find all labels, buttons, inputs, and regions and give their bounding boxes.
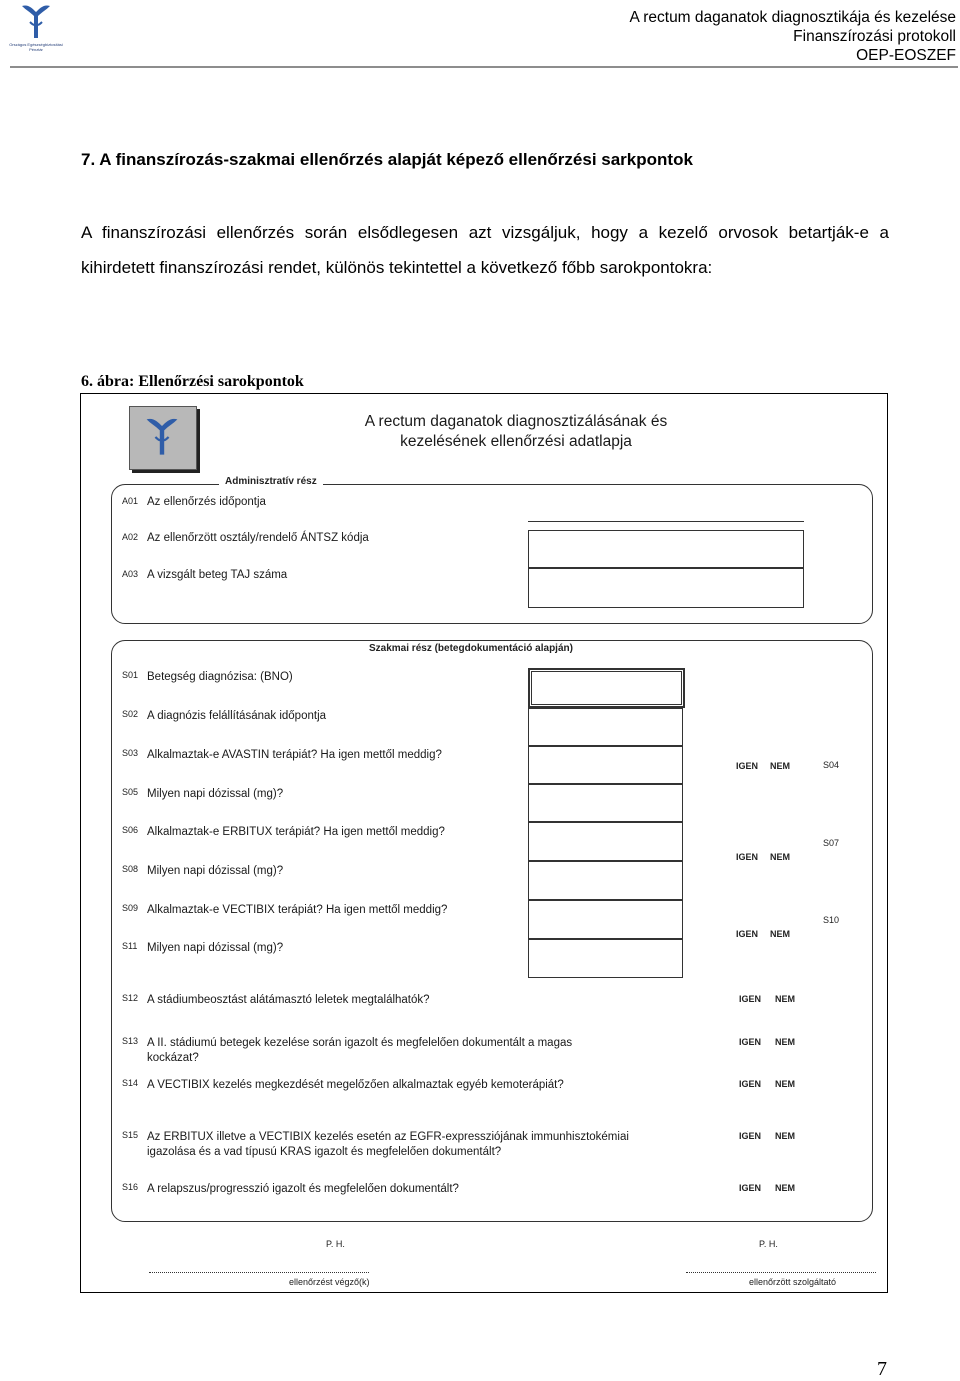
nem-option[interactable]: NEM bbox=[775, 1183, 795, 1193]
header-rule bbox=[10, 66, 958, 68]
header-line-1: A rectum daganatok diagnosztikája és kezelése bbox=[629, 9, 956, 26]
row-text: Milyen napi dózissal (mg)? bbox=[147, 788, 284, 800]
vectibix-period-field[interactable] bbox=[528, 900, 683, 939]
row-text: A diagnózis felállításának időpontja bbox=[147, 710, 327, 722]
antsz-code-field[interactable] bbox=[528, 530, 804, 568]
side-code: S07 bbox=[823, 838, 840, 848]
date-line bbox=[528, 521, 804, 522]
nem-option[interactable]: NEM bbox=[775, 1037, 795, 1047]
side-code: S04 bbox=[823, 760, 840, 770]
bno-field[interactable] bbox=[528, 668, 685, 708]
row-text: Betegség diagnózisa: (BNO) bbox=[147, 671, 293, 683]
form-figure bbox=[80, 393, 888, 1293]
form-logo bbox=[129, 406, 197, 470]
row-text: A II. stádiumú betegek kezelése során igazolt és megfelelően dokumentált a magas kockázat? bbox=[147, 1037, 573, 1064]
section-title: 7. A finanszírozás-szakmai ellenőrzés alapját képező ellenőrzési sarkpontok bbox=[81, 150, 693, 169]
row-text: Alkalmaztak-e AVASTIN terápiát? Ha igen mettől meddig? bbox=[147, 749, 442, 761]
signature-label-inspector: ellenőrzést végző(k) bbox=[289, 1277, 370, 1287]
igen-option[interactable]: IGEN bbox=[739, 1183, 762, 1193]
stamp-label: P. H. bbox=[326, 1239, 345, 1249]
igen-option[interactable]: IGEN bbox=[739, 994, 762, 1004]
row-text: Milyen napi dózissal (mg)? bbox=[147, 942, 284, 954]
row-code: A01 bbox=[122, 496, 139, 506]
row-code: S01 bbox=[122, 670, 139, 680]
igen-option[interactable]: IGEN bbox=[739, 1079, 762, 1089]
side-code: S10 bbox=[823, 915, 840, 925]
row-code: S14 bbox=[122, 1078, 139, 1088]
row-code: S13 bbox=[122, 1036, 139, 1046]
figure-caption: 6. ábra: Ellenőrzési sarokpontok bbox=[81, 373, 304, 390]
nem-option[interactable]: NEM bbox=[775, 1131, 795, 1141]
igen-option[interactable]: IGEN bbox=[736, 929, 759, 939]
running-header bbox=[629, 8, 956, 65]
header-line-2: Finanszírozási protokoll bbox=[793, 28, 956, 45]
logo-caption: Országos Egészségbiztosítási Pénztár bbox=[9, 42, 63, 52]
row-code: S16 bbox=[122, 1182, 139, 1192]
row-text: Az ellenőrzés időpontja bbox=[147, 496, 266, 508]
row-text: Alkalmaztak-e ERBITUX terápiát? Ha igen mettől meddig? bbox=[147, 826, 445, 838]
header-line-3: OEP-EOSZEF bbox=[856, 47, 956, 64]
signature-line bbox=[686, 1272, 876, 1273]
row-text: Az ERBITUX illetve a VECTIBIX kezelés esetén az EGFR-expressziójának immunhisztokémiai igazolása és a vad típusú KRAS igazolt és megfelelően dokumentált? bbox=[147, 1131, 629, 1158]
row-code: S11 bbox=[122, 941, 138, 951]
section-paragraph: A finanszírozási ellenőrzés során elsődlegesen azt vizsgáljuk, hogy a kezelő orvosok betartják-e a kihirdetett finanszírozási rendet, különös tekintettel a következő főbb sarokpontokra: bbox=[81, 223, 889, 277]
professional-section-label: Szakmai rész (betegdokumentáció alapján) bbox=[363, 643, 579, 654]
row-code: S02 bbox=[122, 709, 139, 719]
oep-logo-icon bbox=[20, 2, 52, 42]
form-title-line-1: A rectum daganatok diagnosztizálásának és bbox=[364, 413, 668, 430]
row-text: Az ellenőrzött osztály/rendelő ÁNTSZ kódja bbox=[147, 532, 369, 544]
oep-logo-icon bbox=[144, 415, 180, 459]
header-logo bbox=[3, 0, 69, 56]
row-code: S09 bbox=[122, 903, 139, 913]
diagnosis-date-field[interactable] bbox=[528, 708, 683, 746]
avastin-period-field[interactable] bbox=[528, 746, 683, 784]
row-code: S12 bbox=[122, 993, 139, 1003]
vectibix-dose-field[interactable] bbox=[528, 939, 683, 978]
igen-option[interactable]: IGEN bbox=[736, 852, 759, 862]
signature-label-provider: ellenőrzött szolgáltató bbox=[749, 1277, 837, 1287]
erbitux-period-field[interactable] bbox=[528, 822, 683, 861]
row-text: A vizsgált beteg TAJ száma bbox=[147, 569, 288, 581]
row-code: S05 bbox=[122, 787, 139, 797]
page-number: 7 bbox=[877, 1358, 887, 1380]
nem-option[interactable]: NEM bbox=[770, 761, 790, 771]
admin-section-label: Adminisztratív rész bbox=[219, 476, 323, 487]
erbitux-dose-field[interactable] bbox=[528, 861, 683, 900]
form-title bbox=[311, 412, 721, 452]
nem-option[interactable]: NEM bbox=[775, 1079, 795, 1089]
nem-option[interactable]: NEM bbox=[770, 852, 790, 862]
row-text: Alkalmaztak-e VECTIBIX terápiát? Ha igen mettől meddig? bbox=[147, 904, 448, 916]
row-code: A03 bbox=[122, 569, 139, 579]
row-code: A02 bbox=[122, 532, 139, 542]
form-title-line-2: kezelésének ellenőrzési adatlapja bbox=[400, 433, 632, 450]
igen-option[interactable]: IGEN bbox=[739, 1131, 762, 1141]
igen-option[interactable]: IGEN bbox=[736, 761, 759, 771]
row-text: Milyen napi dózissal (mg)? bbox=[147, 865, 284, 877]
row-text: A VECTIBIX kezelés megkezdését megelőzően alkalmaztak egyéb kemoterápiát? bbox=[147, 1079, 564, 1091]
row-code: S15 bbox=[122, 1130, 139, 1140]
taj-number-field[interactable] bbox=[528, 568, 804, 608]
nem-option[interactable]: NEM bbox=[775, 994, 795, 1004]
stamp-label: P. H. bbox=[759, 1239, 778, 1249]
row-text: A stádiumbeosztást alátámasztó leletek megtalálhatók? bbox=[147, 994, 430, 1006]
signature-line bbox=[149, 1272, 369, 1273]
avastin-dose-field[interactable] bbox=[528, 784, 683, 822]
igen-option[interactable]: IGEN bbox=[739, 1037, 762, 1047]
row-code: S03 bbox=[122, 748, 139, 758]
row-code: S06 bbox=[122, 825, 139, 835]
nem-option[interactable]: NEM bbox=[770, 929, 790, 939]
row-text: A relapszus/progresszió igazolt és megfelelően dokumentált? bbox=[147, 1183, 459, 1195]
row-code: S08 bbox=[122, 864, 139, 874]
